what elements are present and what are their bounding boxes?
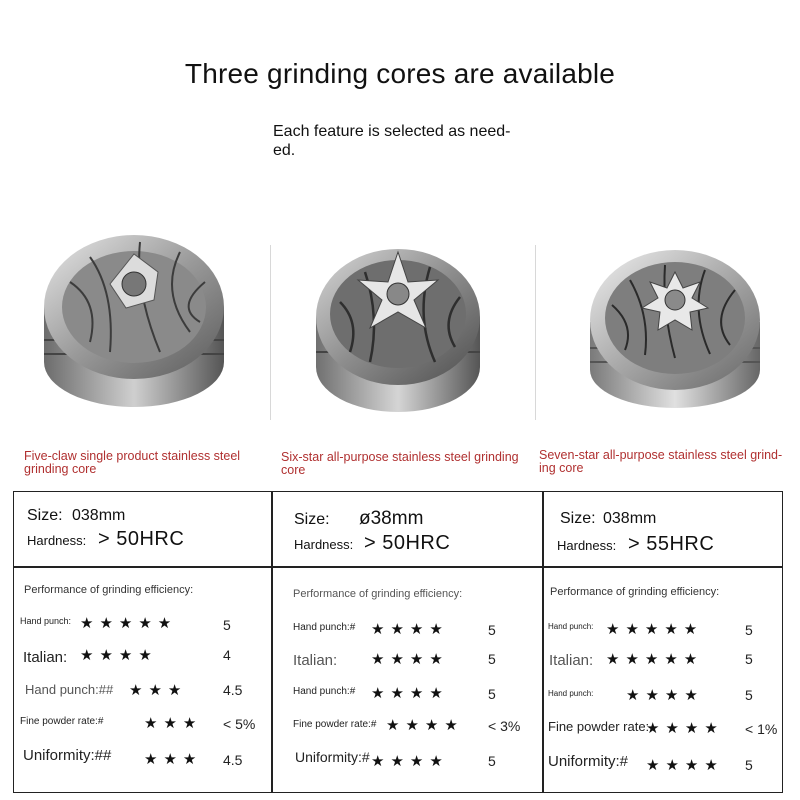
rating-score: 5 bbox=[223, 617, 231, 633]
rating-score: 5 bbox=[745, 622, 753, 638]
rating-score: 4.5 bbox=[223, 682, 243, 698]
rating-stars: ★★★ bbox=[144, 751, 203, 768]
performance-title: Performance of grinding efficiency: bbox=[24, 584, 194, 596]
rating-score: 5 bbox=[488, 686, 496, 702]
rating-stars: ★★★★ bbox=[371, 621, 449, 638]
rating-score: 4 bbox=[223, 647, 231, 663]
seven-star-burr-image bbox=[580, 230, 770, 420]
size-label: Size: bbox=[560, 510, 596, 527]
image-divider bbox=[270, 245, 271, 420]
rating-stars: ★★★★ bbox=[371, 685, 449, 702]
row-label: Italian: bbox=[293, 652, 338, 669]
five-claw-burr-image bbox=[30, 212, 235, 422]
page-subtitle: Each feature is selected as need- ed. bbox=[273, 123, 511, 159]
rating-stars: ★★★ bbox=[144, 715, 203, 732]
rating-score: < 5% bbox=[223, 716, 256, 732]
rating-score: 4.5 bbox=[223, 752, 243, 768]
row-label: Fine powder rate: bbox=[548, 719, 650, 734]
six-star-caption: Six-star all-purpose stainless steel grinding core bbox=[281, 450, 519, 477]
rating-stars: ★★★★ bbox=[646, 757, 724, 774]
rating-stars: ★★★★ bbox=[80, 647, 158, 664]
hardness-label: Hardness: bbox=[27, 533, 87, 548]
hardness-label: Hardness: bbox=[557, 538, 617, 553]
seven-star-caption: Seven-star all-purpose stainless steel grind- ing core bbox=[539, 448, 783, 475]
rating-score: 5 bbox=[488, 753, 496, 769]
rating-score: < 3% bbox=[488, 718, 521, 734]
row-label: Fine powder rate:# bbox=[293, 719, 377, 730]
row-label: Italian: bbox=[23, 649, 68, 666]
table-column-divider bbox=[542, 492, 544, 792]
rating-score: < 1% bbox=[745, 721, 778, 737]
rating-stars: ★★★★★ bbox=[606, 651, 704, 668]
rating-score: 5 bbox=[488, 622, 496, 638]
rating-score: 5 bbox=[745, 687, 753, 703]
size-label: Size: bbox=[27, 507, 63, 524]
six-star-burr-illustration bbox=[300, 222, 495, 422]
rating-stars: ★★★★ bbox=[626, 687, 704, 704]
row-label: Hand punch: bbox=[548, 689, 594, 698]
row-label: Uniformity:# bbox=[548, 753, 629, 770]
five-claw-caption: Five-claw single product stainless steel grinding core bbox=[24, 449, 241, 476]
rating-score: 5 bbox=[745, 757, 753, 773]
rating-stars: ★★★★ bbox=[371, 651, 449, 668]
rating-score: 5 bbox=[745, 651, 753, 667]
five-claw-burr-illustration bbox=[30, 212, 235, 422]
spec-table bbox=[13, 491, 783, 793]
rating-stars: ★★★ bbox=[129, 682, 188, 699]
image-divider bbox=[535, 245, 536, 420]
rating-stars: ★★★★★ bbox=[606, 621, 704, 638]
table-row-divider bbox=[14, 566, 782, 568]
row-label: Fine powder rate:# bbox=[20, 716, 104, 727]
rating-stars: ★★★★ bbox=[646, 720, 724, 737]
performance-title: Performance of grinding efficiency: bbox=[550, 586, 720, 598]
hardness-value: > 50HRC bbox=[98, 528, 185, 550]
rating-score: 5 bbox=[488, 651, 496, 667]
hardness-label: Hardness: bbox=[294, 537, 354, 552]
rating-stars: ★★★★ bbox=[371, 753, 449, 770]
row-label: Uniformity:## bbox=[23, 747, 112, 764]
row-label: Italian: bbox=[549, 652, 594, 669]
row-label: Uniformity:# bbox=[295, 749, 370, 765]
size-value: 038mm bbox=[603, 510, 657, 527]
page-title: Three grinding cores are available bbox=[184, 58, 616, 89]
size-value: 038mm bbox=[72, 507, 126, 524]
performance-title: Performance of grinding efficiency: bbox=[293, 588, 463, 600]
size-label: Size: bbox=[294, 511, 330, 528]
six-star-burr-image bbox=[300, 222, 495, 422]
row-label: Hand punch:## bbox=[25, 682, 114, 697]
row-label: Hand punch: bbox=[20, 616, 72, 626]
row-label: Hand punch:# bbox=[293, 622, 356, 633]
size-value: ø38mm bbox=[359, 508, 424, 529]
seven-star-burr-illustration bbox=[580, 230, 770, 420]
hardness-value: > 55HRC bbox=[628, 533, 715, 555]
rating-stars: ★★★★★ bbox=[80, 615, 178, 632]
row-label: Hand punch:# bbox=[293, 686, 356, 697]
row-label: Hand punch: bbox=[548, 622, 594, 631]
rating-stars: ★★★★ bbox=[386, 717, 464, 734]
hardness-value: > 50HRC bbox=[364, 532, 451, 554]
table-column-divider bbox=[271, 492, 273, 792]
